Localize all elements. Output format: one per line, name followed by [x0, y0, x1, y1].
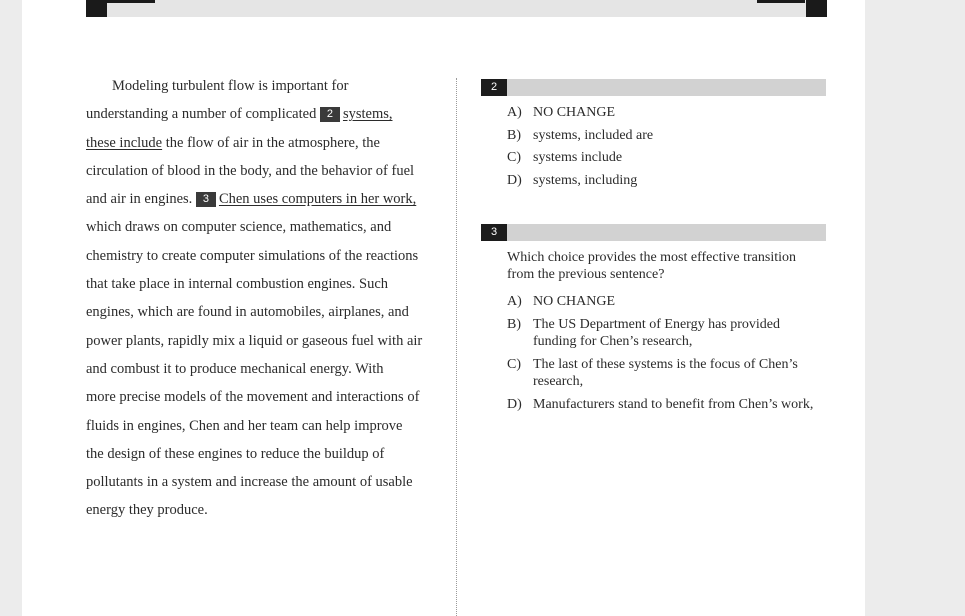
passage-line: chemistry to create computer simulations of the reactions	[86, 247, 419, 264]
underlined-portion-2a[interactable]: systems,	[342, 106, 393, 123]
choice-text: The US Department of Energy has provided funding for Chen’s research,	[533, 317, 781, 349]
choice-text: The last of these systems is the focus of Chen’s research,	[533, 357, 798, 389]
question-2-choices	[507, 104, 827, 194]
choice-letter: D)	[507, 397, 522, 412]
choice-letter: A)	[507, 105, 522, 120]
underlined-portion-2b[interactable]: these include	[86, 134, 163, 151]
question-2-number: 2	[481, 79, 507, 96]
passage-line	[86, 129, 446, 157]
choice-3c[interactable]	[507, 356, 827, 390]
passage-text: understanding a number of complicated	[86, 106, 317, 123]
choice-letter: B)	[507, 127, 521, 143]
question-marker-3[interactable]: 3	[196, 192, 216, 207]
passage-line: that take place in internal combustion engines. Such	[86, 276, 389, 293]
choice-2c[interactable]	[507, 149, 827, 166]
question-3-choices	[507, 293, 827, 419]
choice-3b[interactable]	[507, 316, 827, 350]
passage-line	[86, 185, 446, 213]
header-tick-right	[757, 0, 805, 3]
passage-line: engines, which are found in automobiles, airplanes, and	[86, 304, 409, 321]
header-tick-left	[107, 0, 155, 3]
passage-line	[86, 100, 446, 128]
question-marker-2[interactable]: 2	[320, 107, 340, 122]
choice-2a[interactable]	[507, 104, 827, 121]
choice-2b[interactable]	[507, 127, 827, 144]
header-corner-right	[806, 0, 827, 17]
choice-text: systems, included are	[533, 127, 654, 143]
choice-letter: C)	[507, 150, 521, 165]
choice-letter: C)	[507, 357, 521, 372]
passage-line: the design of these engines to reduce the buildup of	[86, 445, 385, 462]
passage-line: fluids in engines, Chen and her team can help improve	[86, 417, 403, 434]
passage-line: circulation of blood in the body, and the behavior of fuel	[86, 162, 415, 179]
choice-letter: B)	[507, 317, 521, 332]
passage-line: pollutants in a system and increase the amount of usable	[86, 474, 413, 491]
choice-3d[interactable]	[507, 396, 827, 413]
passage-text: and air in engines.	[86, 191, 193, 208]
column-divider	[456, 78, 457, 616]
choice-text: NO CHANGE	[533, 294, 616, 309]
choice-2d[interactable]	[507, 172, 827, 189]
choice-text: NO CHANGE	[533, 105, 616, 120]
question-3-prompt: Which choice provides the most effective transition from the previous sentence?	[507, 250, 796, 282]
choice-text: systems include	[533, 150, 623, 165]
choice-3a[interactable]	[507, 293, 827, 310]
passage-line: Modeling turbulent flow is important for	[112, 78, 349, 94]
choice-letter: D)	[507, 172, 522, 188]
header-corner-left	[86, 0, 107, 17]
reading-passage	[86, 72, 446, 525]
passage-line: more precise models of the movement and interactions of	[86, 389, 420, 406]
passage-line: power plants, rapidly mix a liquid or gaseous fuel with air	[86, 332, 423, 349]
passage-line: energy they produce.	[86, 502, 208, 519]
choice-letter: A)	[507, 294, 522, 309]
page-header-band	[86, 0, 826, 17]
question-3-number: 3	[481, 224, 507, 241]
passage-text: the flow of air in the atmosphere, the	[165, 134, 380, 151]
choice-text: systems, including	[533, 172, 638, 188]
underlined-portion-3[interactable]: Chen uses computers in her work,	[218, 191, 417, 208]
question-3-header	[481, 224, 826, 241]
passage-line: and combust it to produce mechanical energy. With	[86, 360, 384, 377]
passage-line: which draws on computer science, mathematics, and	[86, 219, 392, 236]
choice-text: Manufacturers stand to benefit from Chen’s work,	[533, 397, 814, 412]
question-2-header	[481, 79, 826, 96]
